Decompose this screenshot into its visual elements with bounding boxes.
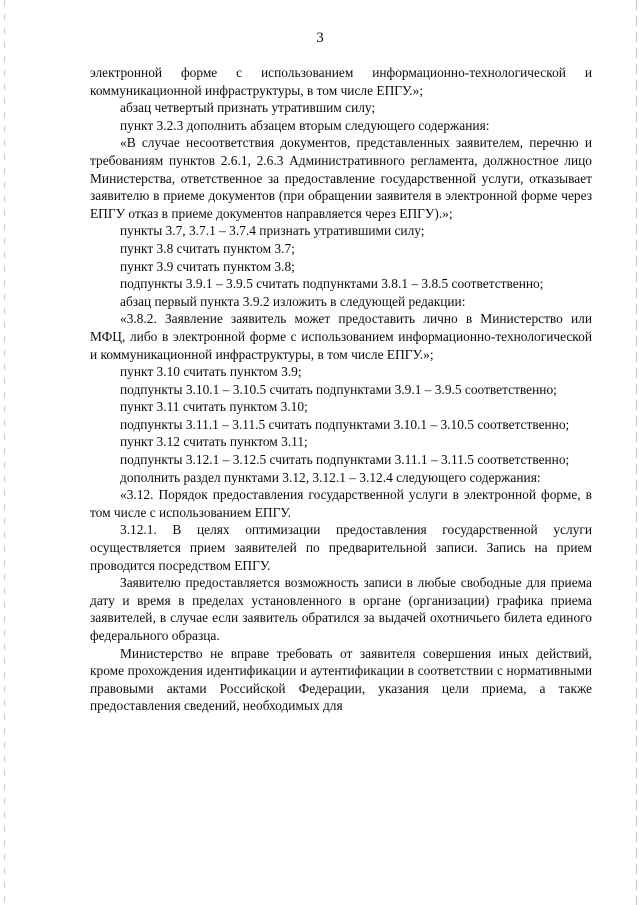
paragraph-amendment: пункт 3.11 считать пунктом 3.10; (120, 399, 308, 415)
paragraph-quoted-text: Министерство не вправе требовать от заявителя совершения иных действий, кроме прохождения идентификации и аутентификации в соответствии с нормативными правовыми актами Российской Федерации, указания цели приема, а также предоставления сведений, необходимых для (90, 645, 592, 714)
paragraph-quoted-text: «3.8.2. Заявление заявитель может предоставить лично в Министерство или МФЦ, либо в электронной форме с использованием информационно-технологической и коммуникационной инфраструктуры, в том числе ЕПГУ.»; (90, 311, 592, 362)
paragraph-quoted-text: Заявителю предоставляется возможность записи в любые свободные для приема дату и время в пределах установленного в органе (организации) графика приема заявителей, в случае если заявитель обратился за выдачей охотничьего билета единого федерального образца. (90, 575, 592, 643)
paragraph-amendment: подпункты 3.10.1 – 3.10.5 считать подпунктами 3.9.1 – 3.9.5 соответственно; (120, 381, 557, 397)
page-number: 3 (316, 30, 324, 46)
paragraph-quoted-text: 3.12.1. В целях оптимизации предоставления государственной услуги осуществляется прием заявителей по предварительной записи. Запись на прием проводится посредством ЕПГУ. (90, 522, 592, 573)
paragraph-quoted-text: «В случае несоответствия документов, представленных заявителем, перечню и требованиям пунктов 2.6.1, 2.6.3 Административного регламента, должностное лицо Министерства, ответственное за предоставление государственной услуги, отказывает заявителю в приеме документов (при обращении заявителя в электронной форме через ЕПГУ отказ в приеме документов направляется через ЕПГУ).»; (90, 135, 592, 221)
paragraph-amendment: пункт 3.8 считать пунктом 3.7; (120, 240, 295, 256)
paragraph-amendment: подпункты 3.12.1 – 3.12.5 считать подпунктами 3.11.1 – 3.11.5 соответственно; (120, 452, 570, 468)
paragraph-quoted-text: «3.12. Порядок предоставления государственной услуги в электронной форме, в том числе с использованием ЕПГУ. (90, 487, 592, 520)
paragraph-amendment: подпункты 3.11.1 – 3.11.5 считать подпунктами 3.10.1 – 3.10.5 соответственно; (120, 416, 570, 432)
paragraph-amendment: подпункты 3.9.1 – 3.9.5 считать подпунктами 3.8.1 – 3.8.5 соответственно; (120, 276, 544, 292)
paragraph-amendment: дополнить раздел пунктами 3.12, 3.12.1 – 3.12.4 следующего содержания: (120, 469, 541, 485)
paragraph-amendment: пункт 3.10 считать пунктом 3.9; (120, 364, 302, 380)
paragraph-amendment: пункт 3.12 считать пунктом 3.11; (120, 434, 308, 450)
paragraph-continuation: электронной форме с использованием информационно-технологической и коммуникационной инфраструктуры, в том числе ЕПГУ.»; (90, 65, 592, 98)
scan-edge-right (636, 0, 637, 905)
paragraph-amendment: абзац четвертый признать утратившим силу; (120, 100, 376, 116)
paragraph-amendment: пункты 3.7, 3.7.1 – 3.7.4 признать утратившими силу; (120, 223, 425, 239)
document-body (90, 64, 592, 715)
paragraph-amendment: абзац первый пункта 3.9.2 изложить в следующей редакции: (120, 293, 466, 309)
paragraph-amendment: пункт 3.2.3 дополнить абзацем вторым следующего содержания: (120, 117, 490, 133)
scan-edge-left (4, 0, 5, 905)
paragraph-amendment: пункт 3.9 считать пунктом 3.8; (120, 258, 295, 274)
